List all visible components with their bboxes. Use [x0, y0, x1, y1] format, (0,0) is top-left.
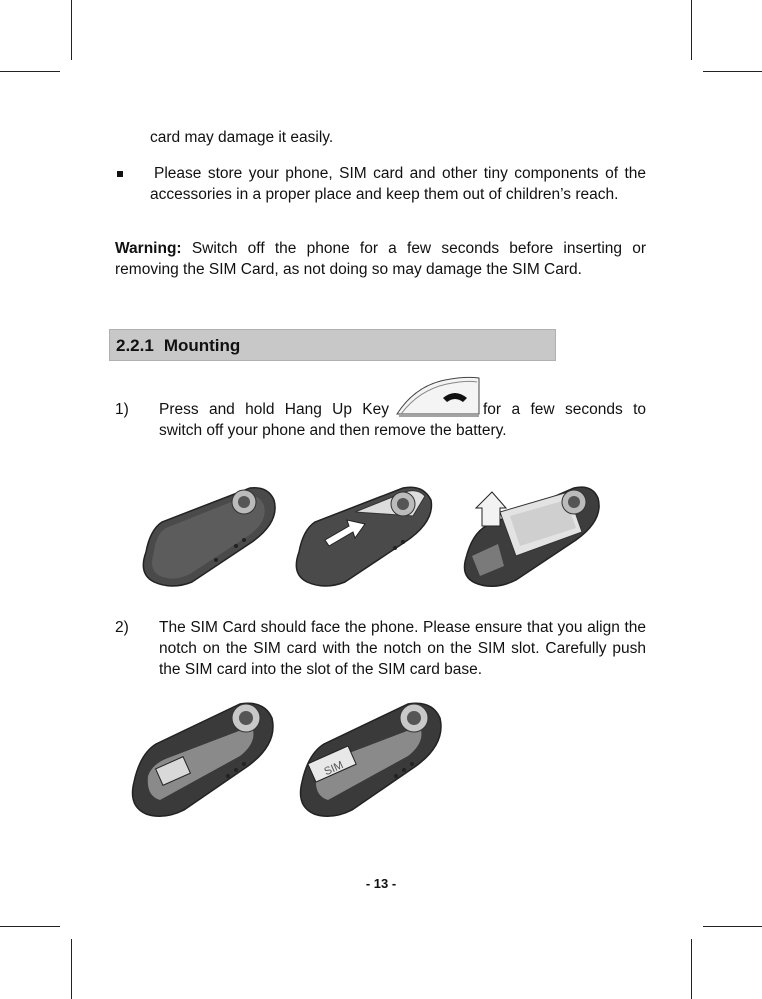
phone-sim-slot-illustration [128, 696, 278, 820]
section-title: Mounting [163, 336, 241, 355]
step-1-number: 1) [115, 401, 129, 418]
warning-label: Warning: [115, 240, 182, 257]
crop-mark-top-left-vertical [71, 0, 72, 60]
phone-slide-cover-illustration [285, 482, 440, 592]
step-2-number: 2) [115, 619, 129, 636]
step-1-line2: switch off your phone and then remove the battery. [159, 422, 507, 439]
step-1-line1-before: Press and hold Hang Up Key [159, 401, 389, 418]
crop-mark-bottom-left-vertical [71, 939, 72, 999]
warning-text: Switch off the phone for a few seconds before inserting or removing the SIM Card, as not doing so may damage the SIM Card. [115, 240, 647, 278]
crop-mark-top-left-horizontal [0, 71, 60, 72]
sim-card-label: SIM [322, 759, 346, 779]
phone-back-cover-illustration [132, 482, 282, 592]
warning-paragraph [115, 238, 646, 280]
section-number: 2.2.1 [116, 336, 154, 355]
bullet-text: Please store your phone, SIM card and other tiny components of the accessories in a proper place and keep them out of children’s reach. [150, 165, 646, 203]
hang-up-key-icon [395, 374, 481, 418]
crop-mark-bottom-right-horizontal [703, 926, 762, 927]
step-2-text: The SIM Card should face the phone. Please ensure that you align the notch on the SIM card with the notch on the SIM slot. Carefully push the SIM card into the slot of the SIM card base. [159, 619, 646, 678]
crop-mark-top-right-horizontal [703, 71, 762, 72]
phone-sim-inserted-illustration [296, 696, 446, 820]
section-heading [109, 329, 556, 361]
continued-text: card may damage it easily. [150, 129, 334, 146]
step-1-line1-after: for a few seconds to [483, 401, 646, 418]
crop-mark-bottom-right-vertical [691, 939, 692, 999]
crop-mark-top-right-vertical [691, 0, 692, 60]
crop-mark-bottom-left-horizontal [0, 926, 60, 927]
phone-remove-battery-illustration [458, 482, 606, 592]
page-number: - 13 - [365, 876, 397, 891]
bullet-square [117, 171, 123, 177]
